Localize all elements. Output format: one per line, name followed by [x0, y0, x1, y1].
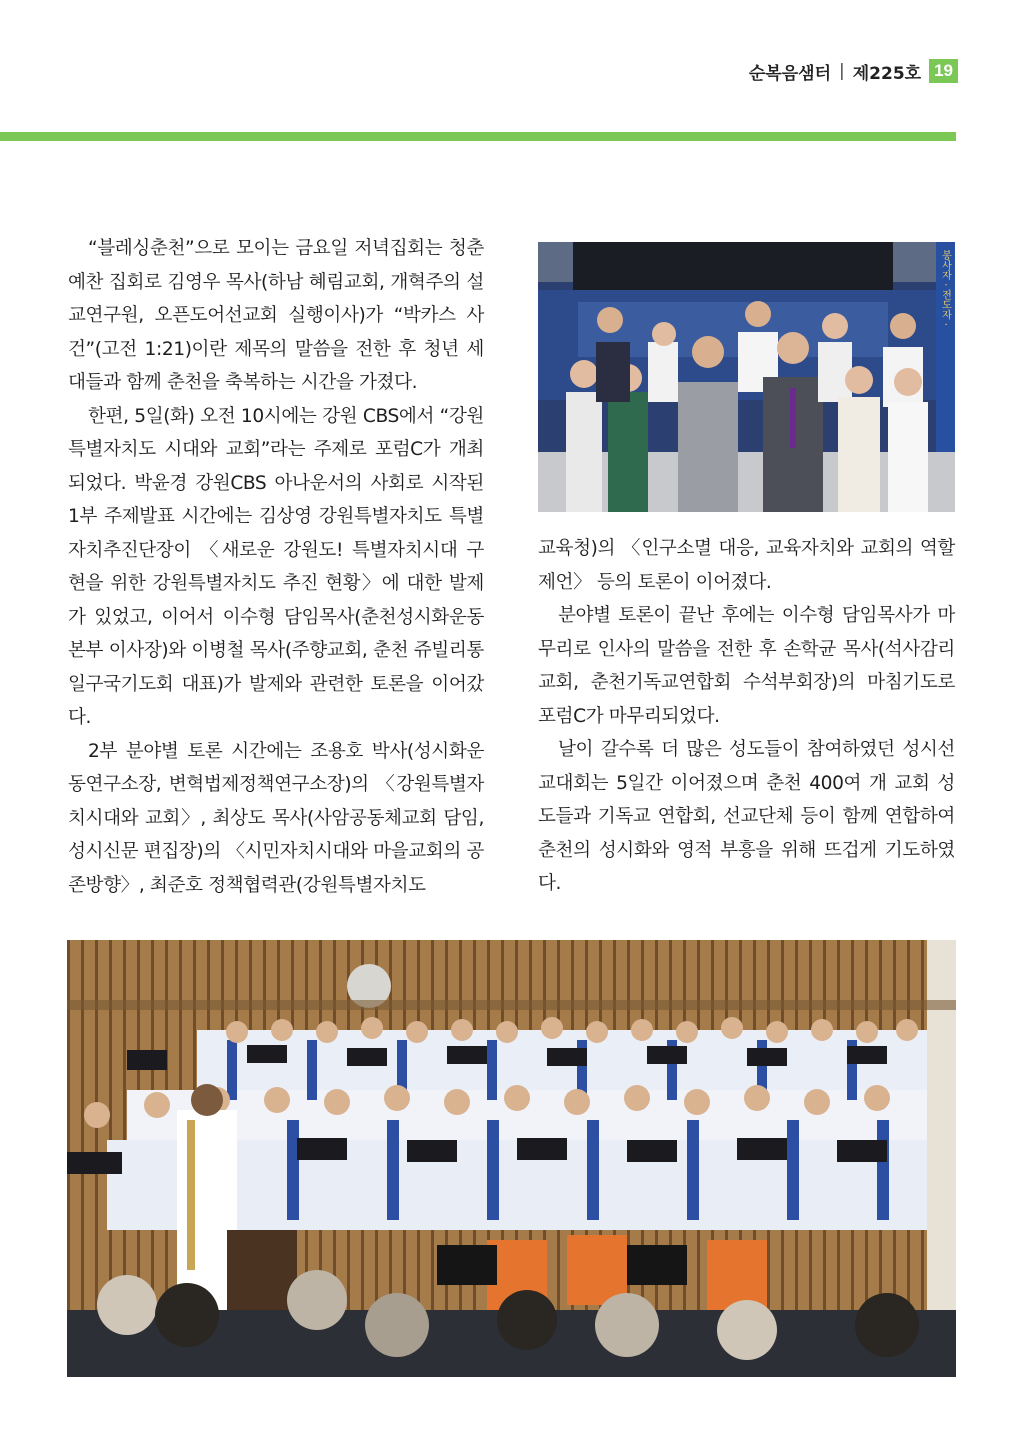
page-header [749, 58, 958, 84]
header-separator: | [839, 61, 845, 81]
paragraph: 한편, 5일(화) 오전 10시에는 강원 CBS에서 “강원특별자치도 시대와 교회”라는 주제로 포럼C가 개최되었다. 박윤경 강원CBS 아나운서의 사회로 시작된 1부 주제발표 시간에는 김상영 강원특별자치도 특별자치추진단장이 〈새로운 강원도! 특별자치시대 구현을 위한 강원특별자치도 추진 현황〉에 대한 발제가 있었고, 이어서 이수형 담임목사(춘천성시화운동본부 이사장)와 이병철 목사(주향교회, 춘천 쥬빌리통일구국기도회 대표)가 발제와 관련한 토론을 이어갔다. [68, 405, 484, 728]
header-rule [0, 132, 956, 141]
article-left-column [68, 232, 484, 902]
choir-photo [67, 940, 956, 1377]
section-name: 순복음샘터 [748, 63, 831, 84]
paragraph: “블레싱춘천”으로 모이는 금요일 저녁집회는 청춘예찬 집회로 김영우 목사(하남 혜림교회, 개혁주의 설교연구원, 오픈도어선교회 실행이사)가 “박카스 사건”(고전 1:21)이란 제목의 말씀을 전한 후 청년 세대들과 함께 춘천을 축복하는 시간을 가졌다. [68, 238, 484, 393]
paragraph: 교육청)의 〈인구소멸 대응, 교육자치와 교회의 역할 제언〉 등의 토론이 이어졌다. [538, 538, 955, 593]
paragraph: 날이 갈수록 더 많은 성도들이 참여하였던 성시선교대회는 5일간 이어졌으며 춘천 400여 개 교회 성도들과 기독교 연합회, 선교단체 등이 함께 연합하여 춘천의 성시화와 영적 부흥을 위해 뜨겁게 기도하였다. [538, 739, 955, 894]
issue-number: 제225호 [852, 63, 922, 84]
paragraph: 2부 분야별 토론 시간에는 조용호 박사(성시화운동연구소장, 변혁법제정책연구소장)의 〈강원특별자치시대와 교회〉, 최상도 목사(사암공동체교회 담임, 성시신문 편집장)의 〈시민자치시대와 마을교회의 공존방향〉, 최준호 정책협력관(강원특별자치도 [68, 740, 484, 896]
article-right-column [538, 532, 955, 901]
banner-text: 봉사자 · 전도자 · [939, 250, 951, 326]
page-number: 19 [929, 59, 958, 83]
paragraph: 분야별 토론이 끝난 후에는 이수형 담임목사가 마무리로 인사의 말씀을 전한 후 손학균 목사(석사감리교회, 춘천기독교연합회 수석부회장)의 마침기도로 포럼C가 마무리되었다. [538, 605, 955, 727]
youth-group-photo [538, 242, 955, 512]
